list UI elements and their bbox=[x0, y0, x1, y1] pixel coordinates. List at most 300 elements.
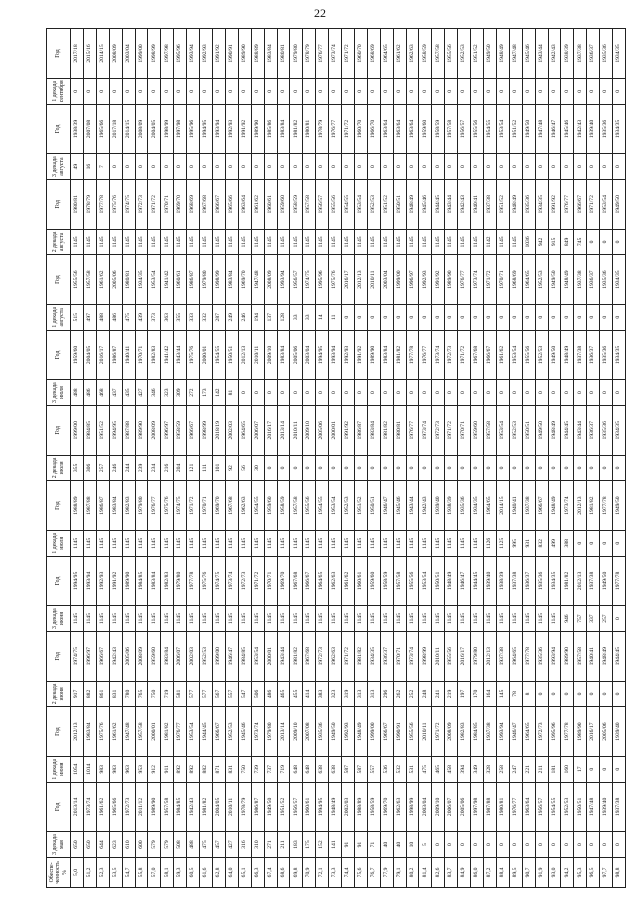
year-cell: 1976/77 bbox=[316, 29, 329, 79]
year-cell: 1950/51 bbox=[574, 782, 587, 832]
value-cell: 11 bbox=[329, 304, 342, 330]
year-cell: 2005/06 bbox=[109, 255, 122, 305]
year-cell: 1967/68 bbox=[225, 481, 238, 531]
column-header: 3 декада июля bbox=[47, 380, 71, 406]
value-cell: 40 bbox=[393, 832, 406, 858]
value-cell: 1145 bbox=[109, 530, 122, 556]
table-row bbox=[83, 29, 96, 888]
value-cell: 10 bbox=[406, 832, 419, 858]
year-cell: 2002/03 bbox=[225, 405, 238, 455]
value-cell: 0 bbox=[238, 380, 251, 406]
value-cell: 49 bbox=[71, 154, 84, 180]
provision-cell: 91,9 bbox=[535, 857, 548, 887]
value-cell: 313 bbox=[367, 681, 380, 707]
year-cell: 1998/99 bbox=[212, 255, 225, 305]
value-cell: 0 bbox=[458, 455, 471, 481]
value-cell: 497 bbox=[83, 304, 96, 330]
value-cell: 0 bbox=[393, 78, 406, 104]
year-cell: 2010/11 bbox=[251, 330, 264, 380]
value-cell: 435 bbox=[122, 380, 135, 406]
value-cell: 30 bbox=[251, 455, 264, 481]
value-cell: 911 bbox=[161, 756, 174, 782]
year-cell: 1935/36 bbox=[600, 29, 613, 79]
value-cell: 0 bbox=[574, 154, 587, 180]
year-cell: 1999/00 bbox=[71, 405, 84, 455]
year-cell: 1976/77 bbox=[406, 405, 419, 455]
year-cell: 1973/74 bbox=[329, 29, 342, 79]
year-cell: 1934/35 bbox=[613, 330, 626, 380]
year-cell: 1962/63 bbox=[406, 29, 419, 79]
value-cell: 241 bbox=[432, 681, 445, 707]
value-cell: 1145 bbox=[380, 606, 393, 632]
value-cell: 0 bbox=[471, 78, 484, 104]
value-cell: 644 bbox=[96, 832, 109, 858]
year-cell: 1946/47 bbox=[509, 707, 522, 757]
year-cell: 1961/62 bbox=[251, 179, 264, 229]
value-cell: 310 bbox=[251, 832, 264, 858]
year-cell: 2005/06 bbox=[122, 631, 135, 681]
value-cell: 0 bbox=[200, 154, 213, 180]
year-cell: 1987/88 bbox=[484, 782, 497, 832]
value-cell: 0 bbox=[496, 154, 509, 180]
column-header: Обеспе-ченность % bbox=[47, 857, 71, 887]
year-cell: 1952/53 bbox=[561, 782, 574, 832]
year-cell: 1989/90 bbox=[148, 782, 161, 832]
value-cell: 92 bbox=[225, 455, 238, 481]
year-cell: 1934/35 bbox=[613, 255, 626, 305]
table-row bbox=[406, 29, 419, 888]
year-cell: 1998/99 bbox=[148, 29, 161, 79]
value-cell: 0 bbox=[509, 78, 522, 104]
year-cell: 1939/40 bbox=[432, 481, 445, 531]
year-cell: 1947/48 bbox=[535, 104, 548, 154]
value-cell: 0 bbox=[264, 78, 277, 104]
value-cell: 0 bbox=[522, 455, 535, 481]
value-cell: 0 bbox=[458, 78, 471, 104]
year-cell: 1965/66 bbox=[109, 782, 122, 832]
year-cell: 1964/65 bbox=[522, 255, 535, 305]
value-cell: 173 bbox=[200, 380, 213, 406]
value-cell: 328 bbox=[484, 756, 497, 782]
year-cell: 1999/00 bbox=[135, 29, 148, 79]
value-cell: 0 bbox=[303, 455, 316, 481]
year-cell: 1982/83 bbox=[148, 330, 161, 380]
year-cell: 1976/77 bbox=[509, 782, 522, 832]
year-cell: 1948/49 bbox=[509, 179, 522, 229]
year-cell: 2008/09 bbox=[264, 255, 277, 305]
year-cell: 2008/09 bbox=[445, 707, 458, 757]
value-cell: 0 bbox=[535, 78, 548, 104]
year-cell: 1972/73 bbox=[238, 556, 251, 606]
year-cell: 1948/49 bbox=[354, 707, 367, 757]
year-cell: 1952/53 bbox=[225, 707, 238, 757]
value-cell: 355 bbox=[174, 304, 187, 330]
year-cell: 1947/48 bbox=[251, 255, 264, 305]
year-cell: 1942/43 bbox=[187, 782, 200, 832]
value-cell: 316 bbox=[238, 832, 251, 858]
year-cell: 1951/52 bbox=[96, 405, 109, 455]
year-cell: 1943/44 bbox=[574, 405, 587, 455]
year-cell: 2012/13 bbox=[238, 330, 251, 380]
year-cell: 1960/61 bbox=[174, 255, 187, 305]
value-cell: 0 bbox=[548, 380, 561, 406]
year-cell: 1983/84 bbox=[83, 707, 96, 757]
column-header: 2 декада августа bbox=[47, 229, 71, 255]
value-cell: 1145 bbox=[264, 229, 277, 255]
year-cell: 1986/87 bbox=[96, 481, 109, 531]
value-cell: 78 bbox=[509, 681, 522, 707]
value-cell: 0 bbox=[380, 380, 393, 406]
value-cell: 0 bbox=[587, 681, 600, 707]
value-cell: 0 bbox=[600, 380, 613, 406]
year-cell: 1975/76 bbox=[200, 556, 213, 606]
year-cell: 1956/57 bbox=[290, 255, 303, 305]
value-cell: 1145 bbox=[393, 229, 406, 255]
value-cell: 0 bbox=[432, 455, 445, 481]
year-cell: 1935/36 bbox=[600, 255, 613, 305]
value-cell: 247 bbox=[509, 756, 522, 782]
value-cell: 0 bbox=[574, 78, 587, 104]
year-cell: 1961/62 bbox=[96, 255, 109, 305]
year-cell: 1946/47 bbox=[225, 631, 238, 681]
value-cell: 142 bbox=[212, 380, 225, 406]
value-cell: 0 bbox=[393, 380, 406, 406]
value-cell: 0 bbox=[432, 304, 445, 330]
value-cell: 1142 bbox=[484, 229, 497, 255]
value-cell: 587 bbox=[354, 756, 367, 782]
value-cell: 1145 bbox=[303, 229, 316, 255]
value-cell: 871 bbox=[212, 756, 225, 782]
value-cell: 0 bbox=[471, 154, 484, 180]
value-cell: 0 bbox=[367, 154, 380, 180]
year-cell: 1976/77 bbox=[148, 481, 161, 531]
year-cell: 1994/95 bbox=[316, 782, 329, 832]
year-cell: 1939/40 bbox=[613, 707, 626, 757]
year-cell: 1947/48 bbox=[587, 782, 600, 832]
year-cell: 2003/04 bbox=[380, 255, 393, 305]
value-cell: 1145 bbox=[290, 229, 303, 255]
value-cell: 757 bbox=[574, 606, 587, 632]
year-cell: 1972/73 bbox=[316, 631, 329, 681]
year-cell: 1989/90 bbox=[445, 255, 458, 305]
value-cell: 0 bbox=[587, 530, 600, 556]
value-cell: 0 bbox=[613, 229, 626, 255]
year-cell: 1993/94 bbox=[548, 631, 561, 681]
value-cell: 388 bbox=[561, 530, 574, 556]
year-cell: 1957/58 bbox=[393, 556, 406, 606]
table-row bbox=[367, 29, 380, 888]
value-cell: 0 bbox=[496, 380, 509, 406]
year-cell: 1993/94 bbox=[212, 104, 225, 154]
column-header: Год bbox=[47, 707, 71, 757]
year-cell: 1951/52 bbox=[471, 29, 484, 79]
year-cell: 2005/06 bbox=[600, 707, 613, 757]
value-cell: 1145 bbox=[96, 530, 109, 556]
value-cell: 1145 bbox=[212, 606, 225, 632]
year-cell: 1971/72 bbox=[445, 405, 458, 455]
value-cell: 1145 bbox=[354, 606, 367, 632]
year-cell: 1976/77 bbox=[419, 330, 432, 380]
year-cell: 1974/75 bbox=[122, 179, 135, 229]
year-cell: 1974/75 bbox=[71, 631, 84, 681]
value-cell: 1145 bbox=[316, 606, 329, 632]
year-cell: 1989/90 bbox=[561, 631, 574, 681]
year-cell: 1971/72 bbox=[342, 29, 355, 79]
year-cell: 1973/74 bbox=[419, 405, 432, 455]
value-cell: 1145 bbox=[367, 229, 380, 255]
year-cell: 2006/07 bbox=[251, 405, 264, 455]
value-cell: 313 bbox=[354, 681, 367, 707]
year-cell: 1945/46 bbox=[238, 707, 251, 757]
value-cell: 1145 bbox=[161, 606, 174, 632]
year-cell: 1957/58 bbox=[432, 29, 445, 79]
year-cell: 2004/05 bbox=[148, 104, 161, 154]
year-cell: 1979/80 bbox=[471, 631, 484, 681]
provision-cell: 83,7 bbox=[445, 857, 458, 887]
column-header: 3 декада мая bbox=[47, 832, 71, 858]
provision-cell: 68,6 bbox=[277, 857, 290, 887]
year-cell: 1960/70 bbox=[354, 29, 367, 79]
year-cell: 1935/36 bbox=[600, 405, 613, 455]
year-cell: 1953/54 bbox=[509, 330, 522, 380]
value-cell: 457 bbox=[212, 832, 225, 858]
column-header: Год bbox=[47, 330, 71, 380]
provision-cell: 66,3 bbox=[251, 857, 264, 887]
year-cell: 1936/37 bbox=[380, 631, 393, 681]
value-cell: 246 bbox=[238, 304, 251, 330]
value-cell: 1145 bbox=[277, 606, 290, 632]
year-cell: 1934/35 bbox=[613, 405, 626, 455]
value-cell: 0 bbox=[587, 229, 600, 255]
value-cell: 0 bbox=[187, 78, 200, 104]
table-row bbox=[109, 29, 122, 888]
year-cell: 1943/44 bbox=[535, 29, 548, 79]
year-cell: 1977/78 bbox=[561, 707, 574, 757]
provision-cell: 53,5 bbox=[109, 857, 122, 887]
value-cell: 0 bbox=[509, 304, 522, 330]
year-cell: 1960/70 bbox=[354, 104, 367, 154]
year-cell: 1934/35 bbox=[135, 255, 148, 305]
value-cell: 1145 bbox=[212, 530, 225, 556]
value-cell: 0 bbox=[71, 78, 84, 104]
value-cell: 1145 bbox=[277, 229, 290, 255]
value-cell: 650 bbox=[83, 832, 96, 858]
year-cell: 1993/94 bbox=[496, 707, 509, 757]
value-cell: 0 bbox=[354, 154, 367, 180]
value-cell: 296 bbox=[380, 681, 393, 707]
provision-cell: 73,3 bbox=[329, 857, 342, 887]
year-cell: 1981/82 bbox=[290, 104, 303, 154]
table-row bbox=[122, 29, 135, 888]
value-cell: 567 bbox=[212, 681, 225, 707]
year-cell: 1934/35 bbox=[548, 556, 561, 606]
table-row bbox=[432, 29, 445, 888]
year-cell: 1942/43 bbox=[458, 179, 471, 229]
value-cell: 0 bbox=[225, 154, 238, 180]
value-cell: 262 bbox=[393, 681, 406, 707]
value-cell: 0 bbox=[548, 455, 561, 481]
value-cell: 0 bbox=[600, 681, 613, 707]
value-cell: 0 bbox=[522, 78, 535, 104]
year-cell: 2012/13 bbox=[354, 255, 367, 305]
table-row bbox=[316, 29, 329, 888]
year-cell: 1943/44 bbox=[445, 179, 458, 229]
value-cell: 882 bbox=[200, 756, 213, 782]
value-cell: 0 bbox=[445, 832, 458, 858]
value-cell: 1145 bbox=[109, 229, 122, 255]
year-cell: 1993/94 bbox=[277, 255, 290, 305]
year-cell: 1958/59 bbox=[432, 104, 445, 154]
year-cell: 1944/45 bbox=[432, 179, 445, 229]
year-cell: 1994/95 bbox=[200, 104, 213, 154]
year-cell: 1970/71 bbox=[264, 556, 277, 606]
value-cell: 141 bbox=[329, 832, 342, 858]
column-header: Год bbox=[47, 782, 71, 832]
provision-cell: 90,7 bbox=[522, 857, 535, 887]
column-header: Год bbox=[47, 255, 71, 305]
year-cell: 1948/49 bbox=[548, 481, 561, 531]
year-cell: 1973/74 bbox=[471, 255, 484, 305]
value-cell: 0 bbox=[122, 154, 135, 180]
year-cell: 1997/98 bbox=[174, 104, 187, 154]
year-cell: 1989/90 bbox=[122, 556, 135, 606]
value-cell: 0 bbox=[406, 78, 419, 104]
value-cell: 1145 bbox=[432, 606, 445, 632]
value-cell: 1145 bbox=[71, 229, 84, 255]
year-cell: 2002/03 bbox=[187, 631, 200, 681]
value-cell: 1145 bbox=[406, 606, 419, 632]
year-cell: 1992/93 bbox=[225, 104, 238, 154]
value-cell: 0 bbox=[290, 455, 303, 481]
value-cell: 1145 bbox=[509, 606, 522, 632]
table-row bbox=[600, 29, 613, 888]
year-cell: 1971/72 bbox=[342, 104, 355, 154]
table-row bbox=[354, 29, 367, 888]
value-cell: 1145 bbox=[83, 229, 96, 255]
year-cell: 1939/40 bbox=[587, 104, 600, 154]
value-cell: 248 bbox=[419, 681, 432, 707]
year-cell: 1964/65 bbox=[522, 707, 535, 757]
year-cell: 2003/04 bbox=[303, 330, 316, 380]
year-cell: 2010/11 bbox=[367, 255, 380, 305]
value-cell: 0 bbox=[445, 455, 458, 481]
year-cell: 1949/50 bbox=[522, 104, 535, 154]
provision-cell: 74,4 bbox=[342, 857, 355, 887]
value-cell: 1145 bbox=[135, 229, 148, 255]
value-cell: 0 bbox=[613, 756, 626, 782]
year-cell: 1953/54 bbox=[148, 255, 161, 305]
value-cell: 0 bbox=[574, 380, 587, 406]
year-cell: 1937/38 bbox=[522, 481, 535, 531]
value-cell: 515 bbox=[71, 304, 84, 330]
value-cell: 0 bbox=[587, 380, 600, 406]
value-cell: 1145 bbox=[484, 606, 497, 632]
value-cell: 0 bbox=[471, 832, 484, 858]
value-cell: 0 bbox=[561, 832, 574, 858]
year-cell: 1953/54 bbox=[419, 556, 432, 606]
value-cell: 0 bbox=[522, 832, 535, 858]
year-cell: 1938/39 bbox=[561, 29, 574, 79]
year-cell: 1977/78 bbox=[522, 631, 535, 681]
value-cell: 0 bbox=[613, 78, 626, 104]
value-cell: 0 bbox=[342, 455, 355, 481]
value-cell: 56 bbox=[238, 455, 251, 481]
year-cell: 1981/82 bbox=[290, 631, 303, 681]
value-cell: 1145 bbox=[122, 530, 135, 556]
table-row bbox=[264, 29, 277, 888]
value-cell: 1145 bbox=[148, 229, 161, 255]
provision-cell: 59,3 bbox=[174, 857, 187, 887]
year-cell: 1959/60 bbox=[419, 104, 432, 154]
year-cell: 1960/61 bbox=[264, 179, 277, 229]
value-cell: 831 bbox=[109, 681, 122, 707]
value-cell: 0 bbox=[432, 380, 445, 406]
provision-cell: 87,2 bbox=[484, 857, 497, 887]
year-cell: 1957/58 bbox=[303, 179, 316, 229]
value-cell: 1145 bbox=[329, 229, 342, 255]
year-cell: 2013/14 bbox=[277, 405, 290, 455]
value-cell: 1145 bbox=[83, 606, 96, 632]
value-cell: 0 bbox=[109, 78, 122, 104]
year-cell: 1975/76 bbox=[329, 255, 342, 305]
year-cell: 1954/55 bbox=[251, 481, 264, 531]
value-cell: 831 bbox=[225, 756, 238, 782]
provision-cell: 89,5 bbox=[509, 857, 522, 887]
year-cell: 1948/49 bbox=[445, 556, 458, 606]
value-cell: 0 bbox=[484, 832, 497, 858]
year-cell: 1970/71 bbox=[458, 405, 471, 455]
value-cell: 1145 bbox=[471, 229, 484, 255]
table-row bbox=[225, 29, 238, 888]
year-cell: 2008/09 bbox=[109, 29, 122, 79]
year-cell: 1944/45 bbox=[471, 556, 484, 606]
value-cell: 373 bbox=[148, 304, 161, 330]
value-cell: 333 bbox=[187, 304, 200, 330]
year-cell: 1948/49 bbox=[561, 255, 574, 305]
year-cell: 1958/59 bbox=[290, 179, 303, 229]
value-cell: 1145 bbox=[329, 606, 342, 632]
value-cell: 0 bbox=[535, 380, 548, 406]
year-cell: 1959/60 bbox=[148, 631, 161, 681]
year-cell: 1979/80 bbox=[174, 556, 187, 606]
value-cell: 0 bbox=[303, 380, 316, 406]
value-cell: 0 bbox=[496, 78, 509, 104]
value-cell: 0 bbox=[600, 455, 613, 481]
year-cell: 1958/59 bbox=[174, 405, 187, 455]
value-cell: 912 bbox=[148, 756, 161, 782]
value-cell: 0 bbox=[406, 380, 419, 406]
year-cell: 1955/56 bbox=[406, 556, 419, 606]
year-cell: 1974/75 bbox=[303, 255, 316, 305]
year-cell: 1945/46 bbox=[419, 179, 432, 229]
year-cell: 1963/64 bbox=[238, 179, 251, 229]
value-cell: 465 bbox=[432, 756, 445, 782]
value-cell: 780 bbox=[122, 681, 135, 707]
table-row bbox=[187, 29, 200, 888]
value-cell: 164 bbox=[484, 681, 497, 707]
value-cell: 1145 bbox=[548, 606, 561, 632]
value-cell: 111 bbox=[200, 455, 213, 481]
value-cell: 0 bbox=[561, 681, 574, 707]
year-cell: 1941/42 bbox=[161, 255, 174, 305]
value-cell: 0 bbox=[342, 154, 355, 180]
year-cell: 1990/91 bbox=[393, 707, 406, 757]
year-cell: 1983/84 bbox=[225, 255, 238, 305]
value-cell: 0 bbox=[342, 380, 355, 406]
year-cell: 1955/56 bbox=[329, 179, 342, 229]
value-cell: 1145 bbox=[200, 530, 213, 556]
year-cell: 2011/12 bbox=[135, 782, 148, 832]
